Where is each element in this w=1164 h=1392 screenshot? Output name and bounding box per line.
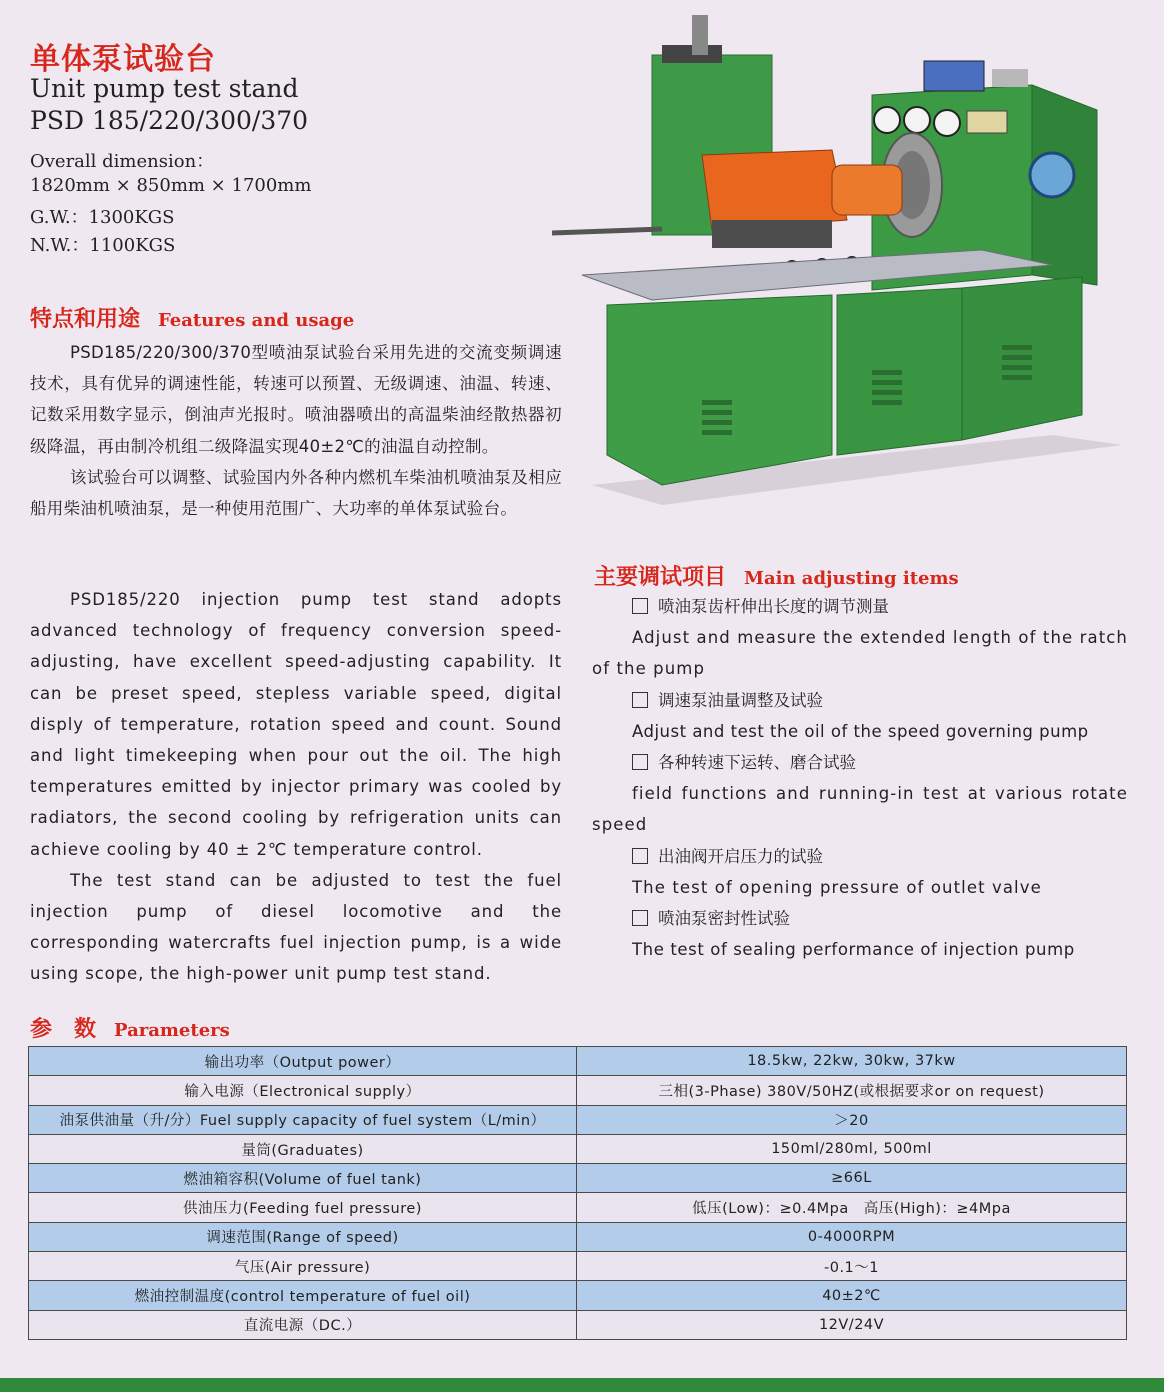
table-row: [29, 1164, 1127, 1193]
param-value: 150ml/280ml, 500ml: [577, 1134, 1127, 1163]
checkbox-icon: [632, 598, 648, 614]
table-row: [29, 1281, 1127, 1310]
list-item: [592, 685, 1128, 747]
item-cn-label: 出油阀开启压力的试验: [658, 846, 823, 866]
item-en-label: Adjust and test the oil of the speed governing pump: [632, 721, 1089, 741]
item-en-label: field functions and running-in test at various rotate speed: [592, 784, 1128, 835]
param-name: 调速范围(Range of speed): [29, 1222, 577, 1251]
table-row: [29, 1047, 1127, 1076]
checkbox-icon: [632, 848, 648, 864]
item-en-label: Adjust and measure the extended length of the ratch of the pump: [592, 628, 1128, 679]
parameters-heading: [30, 1012, 230, 1043]
param-value: 低压(Low)：≥0.4Mpa 高压(High)：≥4Mpa: [577, 1193, 1127, 1222]
list-item: [592, 903, 1128, 965]
test-stand-illustration: [552, 15, 1132, 515]
item-en-label: The test of sealing performance of injection pump: [632, 940, 1075, 960]
parameters-heading-en: Parameters: [114, 1020, 230, 1041]
dimension-value: 1820mm × 850mm × 1700mm: [30, 175, 312, 196]
features-cn-text: [30, 337, 562, 524]
item-cn-label: 喷油泵齿杆伸出长度的调节测量: [658, 597, 889, 616]
param-name: 燃油箱容积(Volume of fuel tank): [29, 1164, 577, 1193]
parameters-table: [28, 1046, 1127, 1340]
table-row: [29, 1222, 1127, 1251]
features-heading-en: Features and usage: [158, 310, 355, 331]
item-en-label: The test of opening pressure of outlet valve: [632, 877, 1042, 897]
features-cn-paragraph: PSD185/220/300/370型喷油泵试验台采用先进的交流变频调速技术，具有优异的调速性能，转速可以预置、无级调速、油温、转速、记数采用数字显示，倒油声光报时。喷油器喷出的高温柴油经散热器初级降温，再由制冷机组二级降温实现40±2℃的油温自动控制。: [30, 343, 562, 456]
list-item: [592, 841, 1128, 903]
item-cn-label: 调速泵油量调整及试验: [658, 690, 823, 710]
param-name: 供油压力(Feeding fuel pressure): [29, 1193, 577, 1222]
features-heading-cn: 特点和用途: [30, 307, 141, 332]
param-name: 油泵供油量（升/分）Fuel supply capacity of fuel system（L/min）: [29, 1105, 577, 1134]
table-row: [29, 1193, 1127, 1222]
parameters-heading-cn: 参 数: [30, 1017, 97, 1042]
param-name: 气压(Air pressure): [29, 1252, 577, 1281]
checkbox-icon: [632, 692, 648, 708]
param-value: ＞20: [577, 1105, 1127, 1134]
param-value: -0.1～1: [577, 1252, 1127, 1281]
table-row: [29, 1252, 1127, 1281]
param-value: ≥66L: [577, 1164, 1127, 1193]
adjusting-heading-en: Main adjusting items: [744, 568, 959, 589]
adjusting-items-list: [592, 591, 1128, 965]
param-name: 量筒(Graduates): [29, 1134, 577, 1163]
param-name: 输出功率（Output power）: [29, 1047, 577, 1076]
features-cn-paragraph: 该试验台可以调整、试验国内外各种内燃机车柴油机喷油泵及相应船用柴油机喷油泵，是一种使用范围广、大功率的单体泵试验台。: [30, 467, 562, 519]
param-name: 输入电源（Electronical supply）: [29, 1076, 577, 1105]
net-weight: N.W.：1100KGS: [30, 235, 176, 256]
features-en-paragraph: The test stand can be adjusted to test the fuel injection pump of diesel locomotive and the corresponding watercrafts fuel injection pump, is a wide using scope, the high-power unit pump test stand.: [30, 870, 562, 984]
list-item: [592, 591, 1128, 685]
checkbox-icon: [632, 910, 648, 926]
model-number: PSD 185/220/300/370: [30, 106, 309, 135]
param-name: 燃油控制温度(control temperature of fuel oil): [29, 1281, 577, 1310]
features-heading: [30, 302, 354, 333]
bottom-color-band: [0, 1378, 1164, 1392]
item-cn-label: 喷油泵密封性试验: [658, 909, 790, 929]
table-row: [29, 1076, 1127, 1105]
param-name: 直流电源（DC.）: [29, 1310, 577, 1339]
table-row: [29, 1310, 1127, 1339]
list-item: [592, 747, 1128, 841]
param-value: 0-4000RPM: [577, 1222, 1127, 1251]
param-value: 12V/24V: [577, 1310, 1127, 1339]
dimension-label: Overall dimension：: [30, 151, 215, 172]
param-value: 40±2℃: [577, 1281, 1127, 1310]
gross-weight: G.W.：1300KGS: [30, 207, 175, 228]
features-en-text: [30, 584, 562, 990]
page-title-en: Unit pump test stand: [30, 74, 299, 103]
adjusting-heading-cn: 主要调试项目: [594, 565, 727, 590]
item-cn-label: 各种转速下运转、磨合试验: [658, 753, 856, 773]
table-row: [29, 1134, 1127, 1163]
adjusting-heading: [594, 560, 959, 591]
checkbox-icon: [632, 754, 648, 770]
page-title-cn: 单体泵试验台: [30, 42, 216, 77]
table-row: [29, 1105, 1127, 1134]
param-value: 18.5kw, 22kw, 30kw, 37kw: [577, 1047, 1127, 1076]
features-en-paragraph: PSD185/220 injection pump test stand adopts advanced technology of frequency conversion speed-adjusting, have excellent speed-adjusting capability. It can be preset speed, stepless variable speed, digital disply of temperature, rotation speed and count. Sound and light timekeeping when pour out the oil. The high temperatures emitted by injector primary was cooled by radiators, the second cooling by refrigeration units can achieve cooling by 40 ± 2℃ temperature control.: [30, 590, 562, 859]
param-value: 三相(3-Phase) 380V/50HZ(或根据要求or on request): [577, 1076, 1127, 1105]
